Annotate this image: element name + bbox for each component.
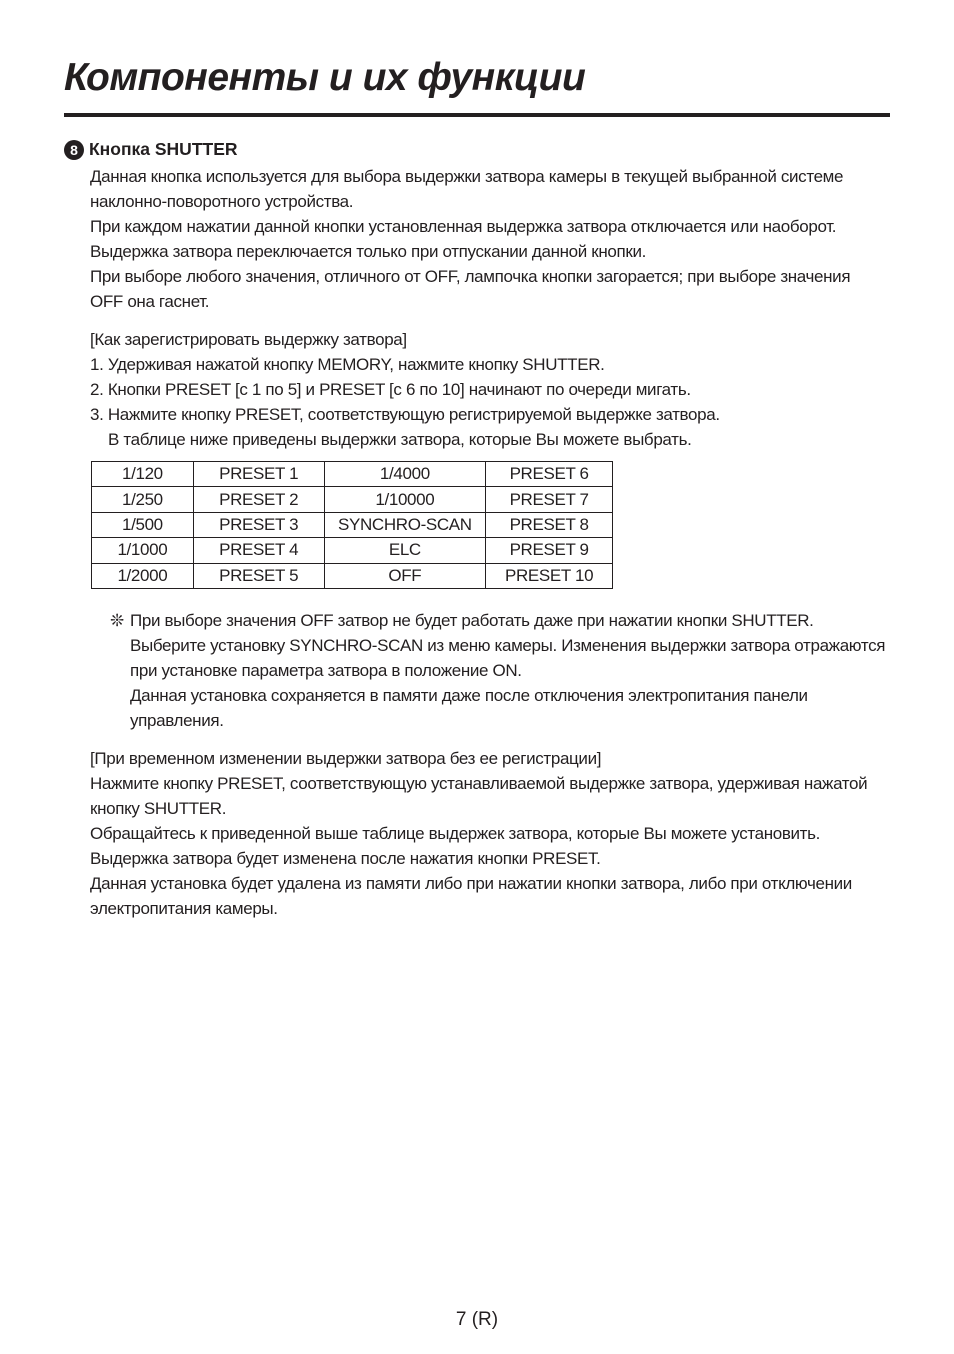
page-title: Компоненты и их функции [64, 56, 586, 99]
table-cell: 1/4000 [324, 462, 486, 487]
table-cell: 1/1000 [92, 538, 194, 563]
table-cell: PRESET 3 [193, 512, 324, 537]
title-divider [64, 113, 890, 117]
table-row [92, 487, 613, 512]
register-step-note: В таблице ниже приведены выдержки затвора, которые Вы можете выбрать. [108, 430, 692, 449]
table-cell: 1/120 [92, 462, 194, 487]
table-cell: 1/500 [92, 512, 194, 537]
table-cell: SYNCHRO-SCAN [324, 512, 486, 537]
table-cell: 1/10000 [324, 487, 486, 512]
table-row [92, 512, 613, 537]
intro-line: При каждом нажатии данной кнопки установленная выдержка затвора отключается или наоборот. [90, 217, 837, 236]
table-cell: PRESET 9 [486, 538, 613, 563]
table-cell: PRESET 2 [193, 487, 324, 512]
temporary-line: Нажмите кнопку PRESET, соответствующую устанавливаемой выдержке затвора, удерживая нажатой [90, 774, 868, 793]
note-line: при установке параметра затвора в положение ON. [130, 661, 522, 680]
table-cell: PRESET 7 [486, 487, 613, 512]
page-number: 7 (R) [455, 1309, 499, 1330]
intro-line: OFF она гаснет. [90, 292, 210, 311]
table-cell: PRESET 10 [486, 563, 613, 588]
note-line: управления. [130, 711, 224, 730]
intro-line: Выдержка затвора переключается только при отпускании данной кнопки. [90, 242, 646, 261]
table-cell: OFF [324, 563, 486, 588]
note-text: При выборе значения OFF затвор не будет работать даже при нажатии кнопки SHUTTER. [130, 611, 814, 630]
shutter-speed-table [91, 461, 613, 589]
note-block [110, 608, 900, 733]
temporary-heading: [При временном изменении выдержки затвора без ее регистрации] [90, 749, 602, 768]
temporary-line: кнопку SHUTTER. [90, 799, 227, 818]
table-cell: PRESET 8 [486, 512, 613, 537]
register-heading: [Как зарегистрировать выдержку затвора] [90, 330, 407, 349]
register-step: 3. Нажмите кнопку PRESET, соответствующую регистрируемой выдержке затвора. [90, 405, 720, 424]
table-row [92, 563, 613, 588]
intro-line: наклонно-поворотного устройства. [90, 192, 354, 211]
asterisk-note-icon: ❊ [110, 611, 124, 630]
temporary-line: Выдержка затвора будет изменена после нажатия кнопки PRESET. [90, 849, 601, 868]
temporary-line: Данная установка будет удалена из памяти либо при нажатии кнопки затвора, либо при отключении [90, 874, 852, 893]
table-cell: ELC [324, 538, 486, 563]
table-cell: 1/250 [92, 487, 194, 512]
table-cell: PRESET 6 [486, 462, 613, 487]
table-cell: PRESET 1 [193, 462, 324, 487]
temporary-line: Обращайтесь к приведенной выше таблице выдержек затвора, которые Вы можете установить. [90, 824, 820, 843]
intro-line: При выборе любого значения, отличного от OFF, лампочка кнопки загорается; при выборе значения [90, 267, 851, 286]
temporary-change-instructions [90, 746, 890, 921]
table-cell: PRESET 4 [193, 538, 324, 563]
note-line [110, 608, 900, 633]
section-heading [64, 139, 238, 160]
section-intro [90, 164, 880, 314]
note-line: Данная установка сохраняется в памяти даже после отключения электропитания панели [130, 686, 808, 705]
section-number-badge: 8 [64, 140, 84, 160]
section-heading-label: Кнопка SHUTTER [89, 139, 238, 159]
table-cell: 1/2000 [92, 563, 194, 588]
register-step: 2. Кнопки PRESET [с 1 по 5] и PRESET [с 6 по 10] начинают по очереди мигать. [90, 380, 691, 399]
table-row [92, 538, 613, 563]
table-row [92, 462, 613, 487]
register-step: 1. Удерживая нажатой кнопку MEMORY, нажмите кнопку SHUTTER. [90, 355, 605, 374]
note-line: Выберите установку SYNCHRO-SCAN из меню камеры. Изменения выдержки затвора отражаются [130, 636, 886, 655]
register-instructions [90, 327, 880, 452]
table-cell: PRESET 5 [193, 563, 324, 588]
temporary-line: электропитания камеры. [90, 899, 278, 918]
intro-line: Данная кнопка используется для выбора выдержки затвора камеры в текущей выбранной системе [90, 167, 844, 186]
